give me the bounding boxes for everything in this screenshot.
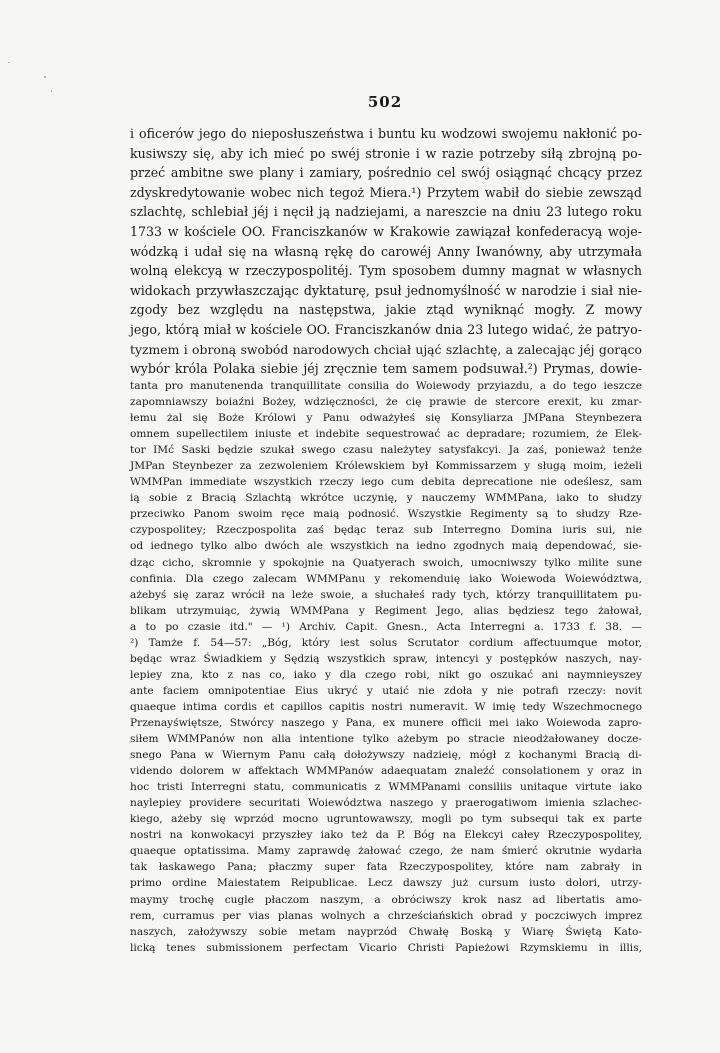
footnote-line: czypospolitey; Rzeczpospolita zaś będąc teraz sub Interregno Domina iuris sui, nie [130, 524, 642, 537]
footnote-line: dząc cicho, skromnie y spokojnie na Quatyerach swoich, umocniwszy tylko milite sune [130, 556, 642, 569]
main-text-line: kusiwszy się, aby ich mieć po swéj stronie i w razie potrzeby siłą zbrojną po- [130, 145, 642, 161]
footnote-line: ią sobie z Bracią Szlachtą wkrótce uczynię, y nauczemy WMMPana, iako to słudzy [130, 492, 642, 505]
footnote-line: quaeque optatissima. Mamy zaprawdę żałować czego, że nam śmierć okrutnie wydarła [130, 845, 642, 858]
footnote-line: rem, curramus per vias planas wolnych a chrześciańskich obrad y poczciwych imprez [130, 909, 642, 922]
footnote-line: omnem supellectilem iniuste et indebite sequestrować ac depradare; rozumiem, że Elek- [130, 428, 642, 441]
footnote-line: hoc tristi Interregni statu, communicatis z WMMPanami consiliis unitaque virtute iako [130, 781, 642, 794]
footnote-line: quaeque intima cordis et capillos capitis nostri numeravit. W imię tedy Wszechmocnego [130, 700, 642, 713]
scan-speck [8, 62, 10, 63]
footnote-line: siłem WMMPanów non alia intentione tylko ażebym po stracie nieodżałowaney docze- [130, 733, 642, 746]
main-text-block [130, 124, 642, 379]
main-text-line: zdyskredytowanie wobec nich tegoż Miera.¹) Przytem wabił do siebie zewsząd [130, 184, 642, 200]
footnote-line: confinia. Dla czego zalecam WMMPanu y rekomenduię iako Woiewoda Woiewództwa, [130, 572, 642, 585]
scan-speck [51, 90, 52, 92]
main-text-line: wybór króla Polaka siebie jéj zręcznie tem samem podsuwał.²) Prymas, dowie- [130, 361, 642, 377]
footnotes-block [130, 378, 642, 956]
main-text-line: 1733 w kościele OO. Franciszkanów w Krakowie zawiązał konfederacyą woje- [130, 223, 642, 239]
main-text-line: szlachtę, schlebiał jéj i nęcił ją nadziejami, a nareszcie na dniu 23 lutego roku [130, 204, 642, 220]
footnote-line: zapomniawszy boiaźni Bożey, wdzięczności, że cię prawie de stercore erexit, ku zmar- [130, 396, 642, 409]
main-text-line: tyzmem i obroną swobód narodowych chciał ująć szlachtę, a zalecając jéj gorąco [130, 341, 642, 357]
main-text-line: wolną elekcyą w rzeczypospolitéj. Tym sposobem dumny magnat w własnych [130, 263, 642, 279]
footnote-line: naszych, założywszy sobie metam nayprzód Chwałę Boską y Wiarę Świętą Kato- [130, 925, 642, 938]
footnote-line: snego Pana w Wiernym Panu całą dołożywszy nadzieię, mógł z kochanymi Bracią di- [130, 749, 642, 762]
footnote-line: WMMPan immediate wszystkich rzeczy iego cum debita deprecatione nie odeślesz, sam [130, 476, 642, 489]
footnote-line: Przenayświętsze, Stwórcy naszego y Pana, ex munere officii mei iako Woiewoda zapro- [130, 716, 642, 729]
footnote-line: ²) Tamże f. 54—57: „Bóg, który iest solus Scrutator cordium affectuumque motor, [130, 636, 642, 649]
footnote-line: ante faciem omnipotentiae Eius ukryć y utaić nie zdoła y nie potrafi rzeczy: novit [130, 684, 642, 697]
footnote-line: tanta pro manutenenda tranquillitate consilia do Woiewody przyiazdu, a do tego ieszcze [130, 380, 642, 392]
footnote-line: licką tenes submissionem perfectam Vicario Christi Papieżowi Rzymskiemu in illis, [130, 941, 642, 954]
footnote-line: kiego, ażeby się wprzód mocno ugruntowawszy, mogli po tym subsequi tak ex parte [130, 813, 642, 826]
footnote-line: nostri na konwokacyi przyszłey iako też da P. Bóg na Elekcyi całey Rzeczypospolitey, [130, 829, 642, 842]
footnote-line: ażebyś się zaraz wrócił na leże swoie, a słuchałeś rady tych, którzy tranquillitatem pu- [130, 588, 642, 601]
footnote-line: tak łaskawego Pana; płaczmy super fata Rzeczypospolitey, które nam zabrały in [130, 861, 642, 874]
footnote-line: videndo dolorem w affektach WMMPanów adaequatam znaleźć consolationem y oraz in [130, 765, 642, 778]
footnote-line: lepiey zna, kto z nas co, iako y dla czego robi, nikt go oszukać ani naymnieyszey [130, 668, 642, 681]
scan-speck [44, 76, 46, 78]
footnote-line: naylepiey providere securitati Woiewództwa naszego y praerogatiwom imienia szlachec- [130, 797, 642, 810]
main-text-line: jego, którą miał w kościele OO. Franciszkanów dnia 23 lutego widać, że patryo- [130, 321, 642, 337]
footnote-line: będąc wraz Świadkiem y Sędzią wszystkich spraw, intencyi y postępków naszych, nay- [130, 652, 642, 665]
footnote-line: a to po czasie itd." — ¹) Archiv. Capit. Gnesn., Acta Interregni a. 1733 f. 38. — [130, 620, 642, 633]
footnote-line: łemu żal się Boże Królowi y Panu odważyłeś się Konsyliarza JMPana Steynbezera [130, 412, 642, 425]
page-number: 502 [367, 93, 403, 111]
main-text-line: i oficerów jego do nieposłuszeństwa i buntu ku wodzowi swojemu nakłonić po- [130, 126, 642, 141]
footnote-line: maymy trochę cugle płaczom naszym, a obróciwszy krok nasz ad libertatis amo- [130, 893, 642, 906]
main-text-line: wódzką i udał się na własną rękę do carowéj Anny Iwanówny, aby utrzymała [130, 243, 642, 259]
footnote-line: tor IMć Saski będzie szukał swego czasu należytey satysfakcyi. Ja zaś, ponieważ tenże [130, 444, 642, 457]
footnote-line: przeciwko Panom swoim ręce maią podnosić. Wszystkie Regimenty są to słudzy Rze- [130, 508, 642, 521]
main-text-line: przeć ambitne swe plany i zamiary, pośrednio cel swój osiągnąć chcący przez [130, 165, 642, 181]
footnote-line: primo ordine Maiestatem Reipublicae. Lecz dawszy już cursum iusto dolori, utrzy- [130, 877, 642, 890]
footnote-line: JMPan Steynbezer za zezwoleniem Królewskiem był Kommissarzem y sługą moim, ieżeli [130, 460, 642, 473]
footnote-line: blikam utrzymuiąc, żywią WMMPana y Regiment Jego, alias będziesz tego żałował, [130, 604, 642, 617]
footnote-line: od iednego tylko albo dwóch ale wszystkich na iedno zgodnych maią dependować, sie- [130, 540, 642, 553]
main-text-line: zgody bez względu na następstwa, jakie ztąd wyniknąć mogły. Z mowy [130, 302, 642, 318]
main-text-line: widokach przywłaszczając dyktaturę, psuł jednomyślność w narodzie i siał nie- [130, 282, 642, 298]
